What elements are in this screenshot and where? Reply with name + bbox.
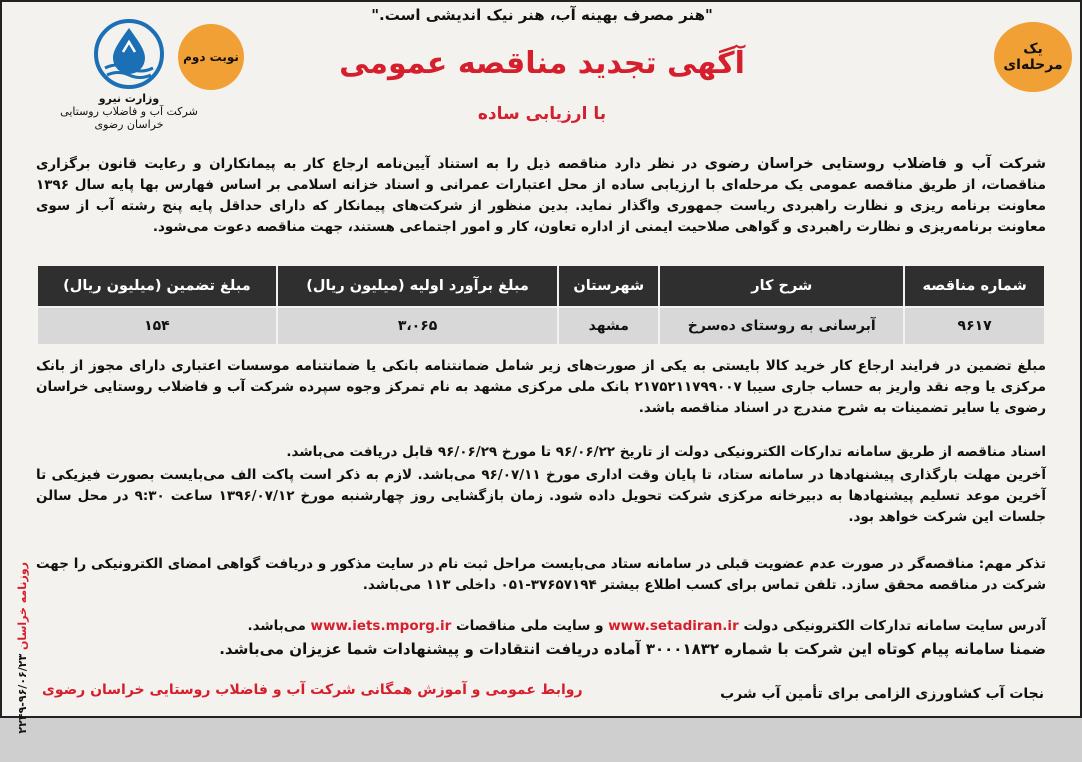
page-title: آگهی تجدید مناقصه عمومی xyxy=(339,46,745,81)
sites-middle: و سایت ملی مناقصات xyxy=(456,618,604,634)
stamp-code: ۹۶/۰۶/۲۳-۲۲۴۹ xyxy=(16,653,29,734)
deadline-paragraph: آخرین مهلت بارگذاری پیشنهادها در سامانه ستاد، تا پایان وقت اداری مورخ ۹۶/۰۷/۱۱ می‌باشد. لازم به ذکر است پاکت الف می‌بایست بصورت فیزیکی تا آخرین موعد تسلیم پیشنهادها به دبیرخانه مرکزی شرکت تحویل داده شود. زمان بازگشایی روز چهارشنبه مورخ ۱۳۹۶/۰۷/۱۲ ساعت ۹:۳۰ در محل سالن جلسات این شرکت خواهد بود. xyxy=(36,467,1046,525)
slogan: "هنر مصرف بهینه آب، هنر نیک اندیشی است." xyxy=(371,6,713,24)
note-text: مناقصه‌گر در صورت عدم عضویت قبلی در سامانه ستاد می‌بایست مراحل ثبت نام در سایت مذکور و دریافت گواهی امضای الکترونیکی را جهت شرکت در مناقصه محقق سازد. تلفن تماس برای کسب اطلاع بیشتر ۳۷۶۵۷۱۹۴-۰۵۱ داخلی ۱۱۳ می‌باشد. xyxy=(36,556,1046,593)
newspaper-stamp xyxy=(6,472,29,734)
documents-paragraph: اسناد مناقصه از طریق سامانه تدارکات الکترونیکی دولت از تاریخ ۹۶/۰۶/۲۲ تا مورخ ۹۶/۰۶/۲۹ قابل دریافت می‌باشد. xyxy=(286,444,1046,460)
intro-text: در نظر دارد مناقصه ذیل را به استناد آیین‌نامه ارجاع کار به پیمانکاران و رعایت قانون برگزاری مناقصات، از طریق مناقصه عمومی یک مرحله‌ای با ارزیابی ساده از محل اعتبارات عمرانی و اسناد خزانه اسلامی بر اساس فهارس بها پایه سال ۱۳۹۶ معاونت برنامه ریزی و نظارت راهبردی ریاست جمهوری واگذار نماید. بدین منظور از شرکت‌های پیمانکار که دارای حداقل پایه پنج رشته آب از سوی معاونت برنامه‌ریزی و نظارت راهبردی و گواهی صلاحیت ایمنی از اداره تعاون، کار و امور اجتماعی هستند، جهت مناقصه دعوت می‌شود. xyxy=(36,156,1046,235)
ministry-name: وزارت نیرو xyxy=(98,92,160,105)
header-description: شرح کار xyxy=(659,265,904,307)
header-guarantee: مبلغ تضمین (میلیون ریال) xyxy=(37,265,277,307)
sms-paragraph: ضمنا سامانه پیام کوتاه این شرکت با شماره ۳۰۰۰۱۸۳۲ آماده دریافت انتقادات و پیشنهادات شما عزیزان می‌باشد. xyxy=(219,640,1046,658)
header-city: شهرستان xyxy=(558,265,659,307)
stage-badge: یک مرحله‌ای xyxy=(994,22,1072,92)
iets-link[interactable]: www.iets.mporg.ir xyxy=(310,618,452,634)
water-drop-logo-icon xyxy=(87,18,171,90)
cell-estimate: ۳،۰۶۵ xyxy=(277,307,558,345)
header-estimate: مبلغ برآورد اولیه (میلیون ریال) xyxy=(277,265,558,307)
table-row xyxy=(37,307,1045,345)
header-tender-number: شماره مناقصه xyxy=(904,265,1045,307)
newspaper-name: روزنامه خراسان xyxy=(16,562,29,650)
logo-company-name: شرکت آب و فاضلاب روستایی خراسان رضوی xyxy=(60,105,198,131)
sites-suffix: می‌باشد. xyxy=(247,618,306,634)
cell-description: آبرسانی به روستای ده‌سرخ xyxy=(659,307,904,345)
intro-paragraph xyxy=(36,154,1046,238)
intro-company-name: شرکت آب و فاضلاب روستایی خراسان رضوی xyxy=(704,156,1046,172)
guarantee-paragraph: مبلغ تضمین در فرایند ارجاع کار خرید کالا بایستی به یکی از صورت‌های زیر شامل ضمانتنامه بانکی یا ضمانتنامه موسسات اعتباری دارای مجوز از بانک مرکزی یا وجه نقد واریز به حساب جاری سیبا ۲۱۷۵۲۱۱۷۹۹۰۰۷ بانک ملی مرکزی مشهد به نام تمرکز وجوه سپرده شرکت آب و فاضلاب روستایی خراسان رضوی یا سایر تضمینات به شرح مندرج در اسناد مناقصه باشد. xyxy=(36,358,1046,416)
cell-city: مشهد xyxy=(558,307,659,345)
note-label: تذکر مهم: xyxy=(978,556,1047,572)
table-header-row xyxy=(37,265,1045,307)
tender-table xyxy=(36,264,1046,346)
company-logo xyxy=(54,18,204,131)
footer-slogan: نجات آب کشاورزی الزامی برای تأمین آب شرب xyxy=(720,686,1044,702)
round-badge: نوبت دوم xyxy=(178,24,244,90)
cell-tender-number: ۹۶۱۷ xyxy=(904,307,1045,345)
footer-public-relations: روابط عمومی و آموزش همگانی شرکت آب و فاضلاب روستایی خراسان رضوی xyxy=(42,682,583,698)
websites-line xyxy=(36,616,1046,637)
setadiran-link[interactable]: www.setadiran.ir xyxy=(608,618,739,634)
important-note xyxy=(36,554,1046,596)
subtitle: با ارزیابی ساده xyxy=(477,104,607,124)
cell-guarantee: ۱۵۴ xyxy=(37,307,277,345)
sites-prefix: آدرس سایت سامانه تدارکات الکترونیکی دولت xyxy=(743,618,1046,634)
